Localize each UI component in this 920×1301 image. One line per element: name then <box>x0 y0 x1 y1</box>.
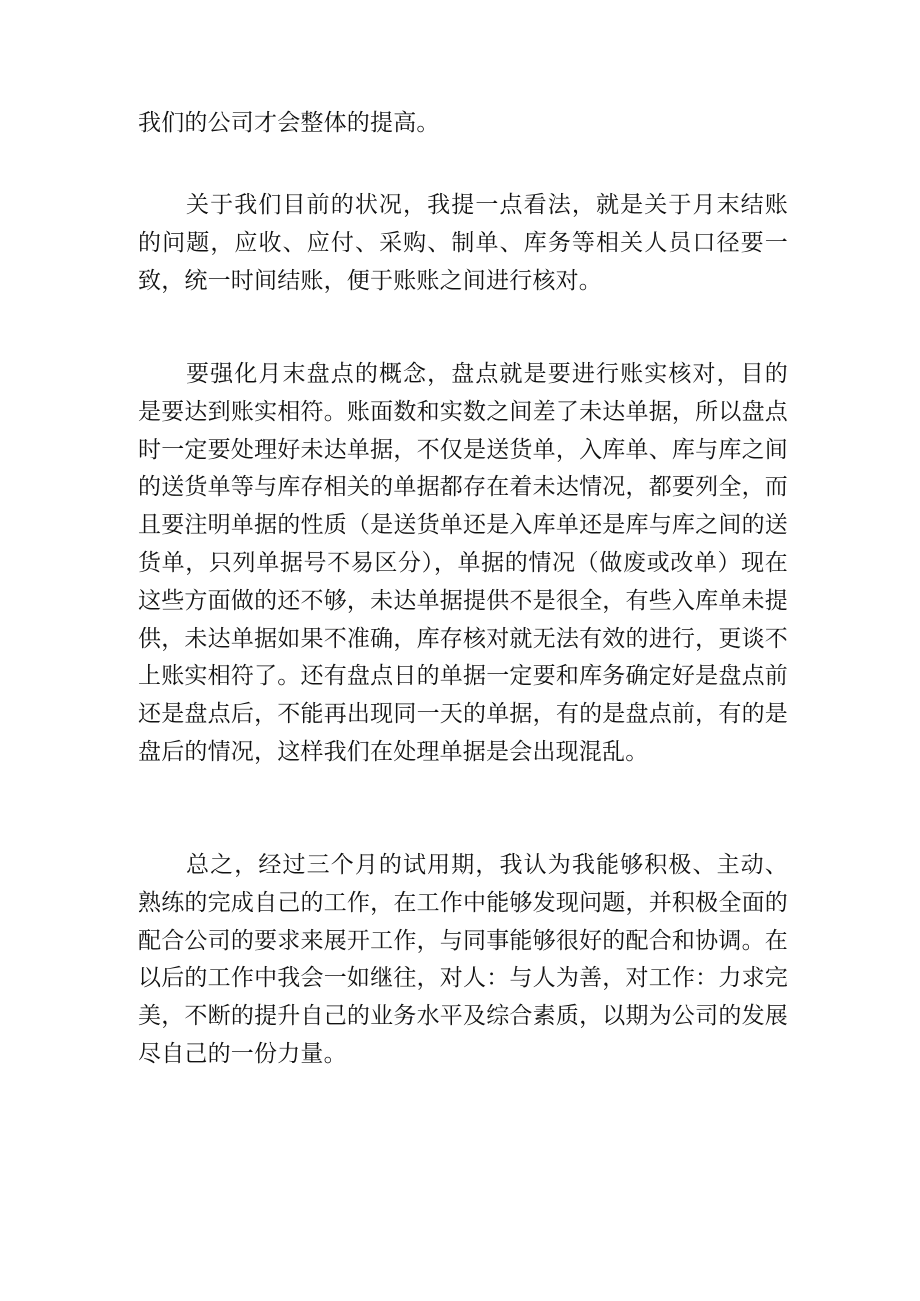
paragraph-summary: 总之，经过三个月的试用期，我认为我能够积极、主动、熟练的完成自己的工作，在工作中能够发现问题，并积极全面的配合公司的要求来展开工作，与同事能够很好的配合和协调。在以后的工作中我会一如继往，对人：与人为善，对工作：力求完美，不断的提升自己的业务水平及综合素质，以期为公司的发展尽自己的一份力量。 <box>138 852 788 1067</box>
paragraph-closing-line: 我们的公司才会整体的提高。 <box>138 110 440 136</box>
paragraph-inventory-count: 要强化月末盘点的概念，盘点就是要进行账实核对，目的是要达到账实相符。账面数和实数之间差了未达单据，所以盘点时一定要处理好未达单据，不仅是送货单，入库单、库与库之间的送货单等与库存相关的单据都存在着未达情况，都要列全，而且要注明单据的性质（是送货单还是入库单还是库与库之间的送货单，只列单据号不易区分），单据的情况（做废或改单）现在这些方面做的还不够，未达单据提供不是很全，有些入库单未提供，未达单据如果不准确，库存核对就无法有效的进行，更谈不上账实相符了。还有盘点日的单据一定要和库务确定好是盘点前还是盘点后，不能再出现同一天的单据，有的是盘点前，有的是盘后的情况，这样我们在处理单据是会出现混乱。 <box>138 361 788 765</box>
paragraph-month-end-closing: 关于我们目前的状况，我提一点看法，就是关于月末结账的问题，应收、应付、采购、制单、库务等相关人员口径要一致，统一时间结账，便于账账之间进行核对。 <box>138 192 788 294</box>
